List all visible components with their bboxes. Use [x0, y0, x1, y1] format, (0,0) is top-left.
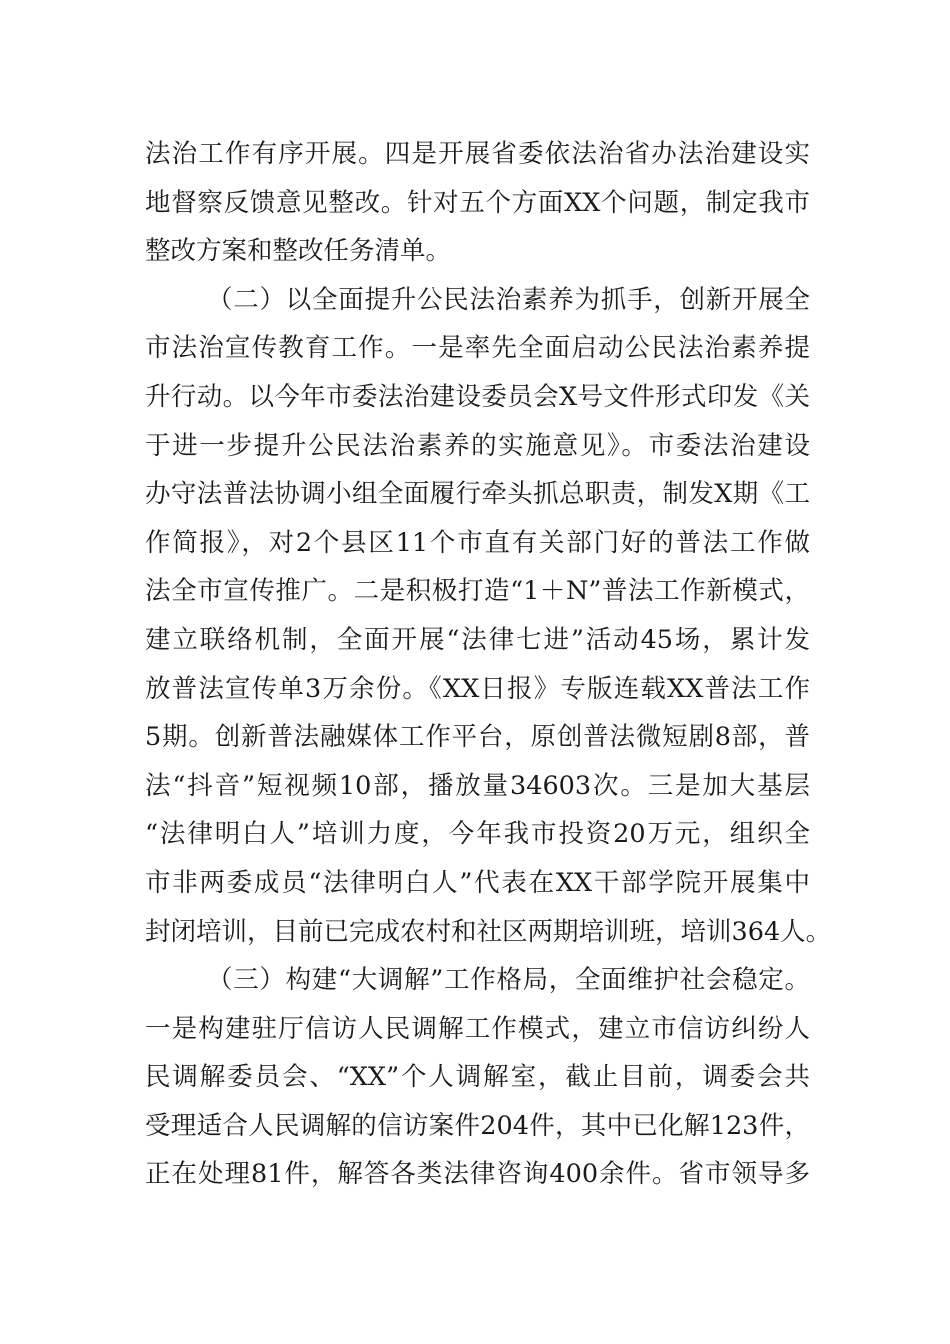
text-line: 整改方案和整改任务清单。 — [145, 236, 452, 267]
text-line: 于进一步提升公民法治素养的实施意见》。市委法治建设 — [145, 430, 810, 461]
text-line: 法治工作有序开展。四是开展省委依法治省办法治建设实 — [145, 139, 810, 169]
text-line: 法“抖音”短视频10部，播放量34603次。三是加大基层 — [145, 770, 810, 801]
text-line: 升行动。以今年市委法治建设委员会X号文件形式印发《关 — [145, 381, 810, 412]
text-line: 民调解委员会、“XX”个人调解室，截止目前，调委会共 — [145, 1062, 810, 1093]
text-line: 市法治宣传教育工作。一是率先全面启动公民法治素养提 — [145, 333, 810, 364]
text-line: 办守法普法协调小组全面履行牵头抓总职责，制发X期《工 — [145, 479, 810, 510]
text-line: 封闭培训，目前已完成农村和社区两期培训班，培训364人。 — [145, 916, 832, 947]
text-line: 放普法宣传单3万余份。《XX日报》专版连载XX普法工作 — [145, 673, 810, 704]
text-line: 法全市宣传推广。二是积极打造“1＋N”普法工作新模式， — [145, 576, 810, 607]
text-line: 建立联络机制，全面开展“法律七进”活动45场，累计发 — [145, 624, 810, 655]
text-line: “法律明白人”培训力度，今年我市投资20万元，组织全 — [145, 819, 810, 850]
text-line: 正在处理81件，解答各类法律咨询400余件。省市领导多 — [145, 1159, 810, 1190]
text-line: 一是构建驻厅信访人民调解工作模式，建立市信访纠纷人 — [145, 1013, 810, 1044]
text-line: 作简报》，对2个县区11个市直有关部门好的普法工作做 — [145, 527, 810, 558]
text-line: 受理适合人民调解的信访案件204件，其中已化解123件， — [145, 1110, 810, 1141]
document-body — [145, 130, 832, 1199]
section-heading-2: （二）以全面提升公民法治素养为抓手，创新开展全 — [207, 284, 810, 315]
text-line: 5期。创新普法融媒体工作平台，原创普法微短剧8部，普 — [145, 722, 810, 753]
text-line: 市非两委成员“法律明白人”代表在XX干部学院开展集中 — [145, 867, 810, 898]
text-line: 地督察反馈意见整改。针对五个方面XX个问题，制定我市 — [145, 187, 810, 218]
section-heading-3: （三）构建“大调解”工作格局，全面维护社会稳定。 — [207, 965, 810, 996]
